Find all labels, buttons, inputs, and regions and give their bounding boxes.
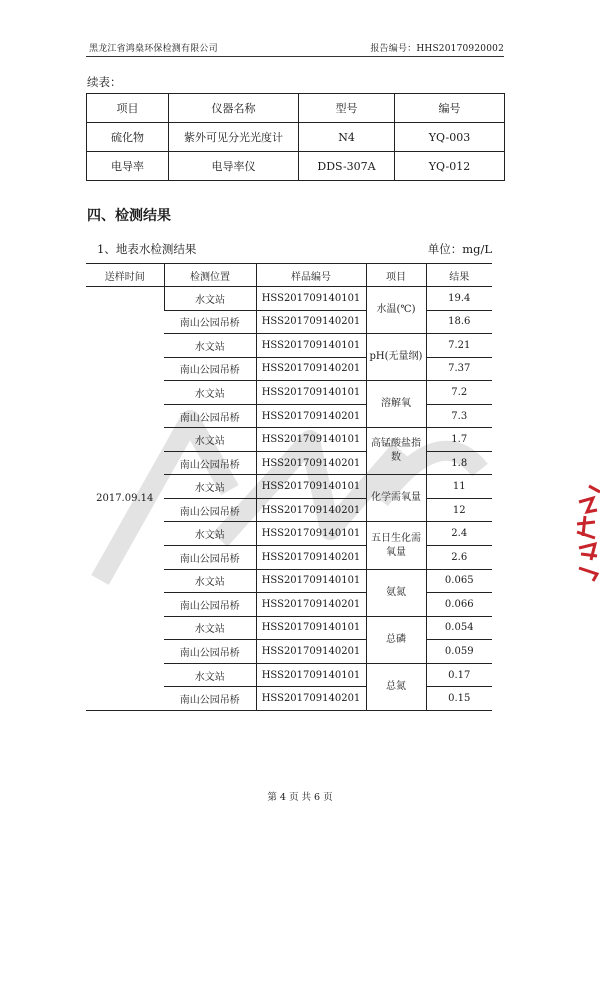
location-cell: 南山公园吊桥 bbox=[164, 498, 256, 522]
location-cell: 南山公园吊桥 bbox=[164, 546, 256, 570]
location-cell: 水文站 bbox=[164, 381, 256, 405]
column-header: 仪器名称 bbox=[169, 94, 299, 123]
location-cell: 南山公园吊桥 bbox=[164, 687, 256, 711]
column-header: 结果 bbox=[426, 264, 492, 287]
item-cell: 溶解氧 bbox=[366, 381, 426, 428]
table-cell: N4 bbox=[299, 123, 395, 152]
sample-id-cell: HSS201709140101 bbox=[256, 522, 366, 546]
item-cell: 高锰酸盐指数 bbox=[366, 428, 426, 475]
result-cell: 19.4 bbox=[426, 287, 492, 311]
instrument-table bbox=[86, 93, 505, 181]
column-header: 检测位置 bbox=[164, 264, 256, 287]
sample-id-cell: HSS201709140201 bbox=[256, 310, 366, 334]
seal-stamp bbox=[571, 482, 600, 582]
location-cell: 水文站 bbox=[164, 569, 256, 593]
item-cell: 总磷 bbox=[366, 616, 426, 663]
location-cell: 水文站 bbox=[164, 616, 256, 640]
item-cell: 氨氮 bbox=[366, 569, 426, 616]
results-table bbox=[86, 263, 492, 711]
table-header-row bbox=[86, 264, 492, 287]
location-cell: 南山公园吊桥 bbox=[164, 404, 256, 428]
location-cell: 水文站 bbox=[164, 287, 256, 311]
location-cell: 南山公园吊桥 bbox=[164, 593, 256, 617]
location-cell: 南山公园吊桥 bbox=[164, 451, 256, 475]
result-cell: 0.065 bbox=[426, 569, 492, 593]
item-cell: pH(无量纲) bbox=[366, 334, 426, 381]
sample-id-cell: HSS201709140201 bbox=[256, 404, 366, 428]
location-cell: 水文站 bbox=[164, 334, 256, 358]
column-header: 型号 bbox=[299, 94, 395, 123]
result-cell: 11 bbox=[426, 475, 492, 499]
report-number: 报告编号：HHS20170920002 bbox=[370, 44, 504, 54]
result-cell: 7.2 bbox=[426, 381, 492, 405]
location-cell: 南山公园吊桥 bbox=[164, 640, 256, 664]
table-row bbox=[86, 287, 492, 311]
item-cell: 化学需氧量 bbox=[366, 475, 426, 522]
result-cell: 7.21 bbox=[426, 334, 492, 358]
result-cell: 2.6 bbox=[426, 546, 492, 570]
location-cell: 水文站 bbox=[164, 475, 256, 499]
result-cell: 0.066 bbox=[426, 593, 492, 617]
location-cell: 水文站 bbox=[164, 522, 256, 546]
sample-id-cell: HSS201709140101 bbox=[256, 428, 366, 452]
column-header: 编号 bbox=[395, 94, 505, 123]
item-cell: 总氮 bbox=[366, 663, 426, 710]
subsection-title: 1、地表水检测结果 bbox=[97, 242, 197, 256]
table-header-row bbox=[87, 94, 505, 123]
table-cell: 电导率仪 bbox=[169, 152, 299, 181]
sample-id-cell: HSS201709140201 bbox=[256, 451, 366, 475]
sample-id-cell: HSS201709140201 bbox=[256, 546, 366, 570]
sample-id-cell: HSS201709140101 bbox=[256, 616, 366, 640]
result-cell: 0.17 bbox=[426, 663, 492, 687]
sample-id-cell: HSS201709140201 bbox=[256, 640, 366, 664]
location-cell: 南山公园吊桥 bbox=[164, 357, 256, 381]
table-cell: 电导率 bbox=[87, 152, 169, 181]
table-row bbox=[87, 152, 505, 181]
table-cell: YQ-012 bbox=[395, 152, 505, 181]
sample-id-cell: HSS201709140201 bbox=[256, 593, 366, 617]
item-cell: 五日生化需氧量 bbox=[366, 522, 426, 569]
table-cell: 紫外可见分光光度计 bbox=[169, 123, 299, 152]
location-cell: 南山公园吊桥 bbox=[164, 310, 256, 334]
company-name: 黑龙江省鸿燊环保检测有限公司 bbox=[89, 44, 218, 54]
location-cell: 水文站 bbox=[164, 428, 256, 452]
sample-id-cell: HSS201709140101 bbox=[256, 334, 366, 358]
column-header: 送样时间 bbox=[86, 264, 164, 287]
result-cell: 2.4 bbox=[426, 522, 492, 546]
result-cell: 1.7 bbox=[426, 428, 492, 452]
column-header: 项目 bbox=[87, 94, 169, 123]
sample-id-cell: HSS201709140101 bbox=[256, 569, 366, 593]
result-cell: 0.054 bbox=[426, 616, 492, 640]
section-title: 四、检测结果 bbox=[87, 208, 171, 224]
sample-id-cell: HSS201709140101 bbox=[256, 381, 366, 405]
item-cell: 水温(℃) bbox=[366, 287, 426, 334]
continued-table-label: 续表： bbox=[87, 75, 122, 89]
header-divider bbox=[86, 56, 504, 57]
table-cell: 硫化物 bbox=[87, 123, 169, 152]
table-row bbox=[87, 123, 505, 152]
unit-label: 单位：mg/L bbox=[427, 242, 492, 256]
sample-id-cell: HSS201709140101 bbox=[256, 663, 366, 687]
column-header: 样品编号 bbox=[256, 264, 366, 287]
sample-id-cell: HSS201709140101 bbox=[256, 475, 366, 499]
table-cell: DDS-307A bbox=[299, 152, 395, 181]
result-cell: 18.6 bbox=[426, 310, 492, 334]
result-cell: 7.37 bbox=[426, 357, 492, 381]
result-cell: 0.15 bbox=[426, 687, 492, 711]
result-cell: 12 bbox=[426, 498, 492, 522]
table-cell: YQ-003 bbox=[395, 123, 505, 152]
sample-id-cell: HSS201709140201 bbox=[256, 357, 366, 381]
sample-id-cell: HSS201709140201 bbox=[256, 498, 366, 522]
sample-id-cell: HSS201709140201 bbox=[256, 687, 366, 711]
result-cell: 1.8 bbox=[426, 451, 492, 475]
result-cell: 7.3 bbox=[426, 404, 492, 428]
sample-date-cell: 2017.09.14 bbox=[86, 287, 164, 711]
result-cell: 0.059 bbox=[426, 640, 492, 664]
column-header: 项目 bbox=[366, 264, 426, 287]
location-cell: 水文站 bbox=[164, 663, 256, 687]
page-footer: 第 4 页 共 6 页 bbox=[267, 792, 333, 803]
sample-id-cell: HSS201709140101 bbox=[256, 287, 366, 311]
